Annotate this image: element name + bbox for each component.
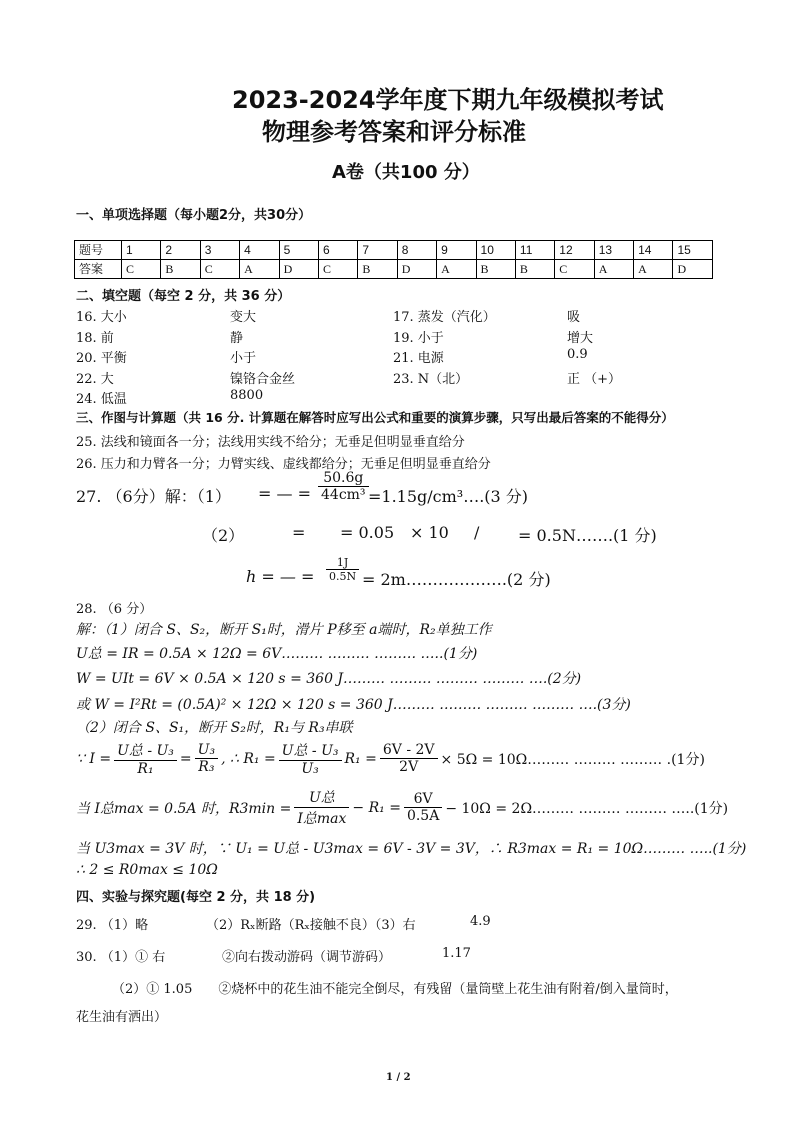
section-3-heading: 三、作图与计算题（共 16 分. 计算题在解答时应写出公式和重要的演算步骤，只写出最后答案的不能得分） xyxy=(76,410,674,425)
table-row xyxy=(75,260,713,279)
q28-l7-den2: 0.5A xyxy=(406,808,440,824)
question-number-cell: 7 xyxy=(358,241,397,260)
section-2-heading: 二、填空题（每空 2 分，共 36 分） xyxy=(76,289,291,304)
fill-answer: 23. N（北） xyxy=(393,371,469,387)
answer-cell: A xyxy=(437,260,476,279)
q25-text: 25. 法线和镜面各一分；法线用实线不给分；无垂足但明显垂直给分 xyxy=(76,435,465,450)
answer-table xyxy=(74,240,713,279)
q27-denominator: 44cm³ xyxy=(321,487,366,503)
answer-cell: B xyxy=(515,260,554,279)
section-4-heading: 四、实验与探究题(每空 2 分，共 18 分) xyxy=(76,890,316,905)
answer-cell: B xyxy=(161,260,200,279)
answer-cell: C xyxy=(318,260,357,279)
q28-line2: U总 = IR = 0.5A × 12Ω = 6V……… ……… ……… …..(1分) xyxy=(76,646,478,662)
q30-part2: ②向右拨动游码（调节游码） xyxy=(222,950,392,965)
table-row xyxy=(75,241,713,260)
q28-l6-part: ∵ I = xyxy=(76,750,112,767)
question-number-cell: 14 xyxy=(634,241,673,260)
question-number-cell: 5 xyxy=(279,241,318,260)
fill-answer: 21. 电源 xyxy=(393,351,444,366)
fill-answer: 变大 xyxy=(230,310,257,325)
q27-fraction xyxy=(318,470,369,503)
q30-line2: （2）① 1.05 ②烧杯中的花生油不能完全倒尽，有残留（量筒壁上花生油有附着/倒入量筒时， xyxy=(112,982,678,997)
q28-label: 28. （6 分） xyxy=(76,602,153,617)
q26-text: 26. 压力和力臂各一分；力臂实线、虚线都给分；无垂足但明显垂直给分 xyxy=(76,457,491,472)
answer-cell: D xyxy=(279,260,318,279)
fill-answer: 16. 大小 xyxy=(76,310,127,325)
answer-cell: C xyxy=(200,260,239,279)
question-number-cell: 8 xyxy=(397,241,436,260)
q27-eq2b: = 0.05 xyxy=(340,523,395,542)
row-label: 题号 xyxy=(75,241,122,260)
fill-answer: 静 xyxy=(230,330,244,346)
q29-part3: 4.9 xyxy=(470,914,491,929)
q27-eq3a: h = — = xyxy=(246,567,315,586)
q28-line1: 解：（1）闭合 S、S₂，断开 S₁时，滑片 P移至 a端时，R₂单独工作 xyxy=(76,622,492,638)
answer-cell: A xyxy=(634,260,673,279)
fill-answer: 正 （+） xyxy=(567,371,622,387)
question-number-cell: 12 xyxy=(555,241,594,260)
q28-line8: 当 U3max = 3V 时，∵ U₁ = U总 - U3max = 6V - 3V = 3V，∴ R3max = R₁ = 10Ω……… …..(1分) xyxy=(76,841,747,857)
section-1-heading: 一、单项选择题（每小题2分，共30分） xyxy=(76,208,312,223)
q28-l7-num1: U总 xyxy=(294,787,349,808)
q28-line3: W = UIt = 6V × 0.5A × 120 s = 360 J……… ……… ……… ……… ….(2分) xyxy=(76,671,582,687)
q28-l7-den1: I总max xyxy=(297,811,347,827)
answer-cell: C xyxy=(555,260,594,279)
q27-eq3b: = 2m……………….(2 分) xyxy=(362,570,551,589)
question-number-cell: 2 xyxy=(161,241,200,260)
answer-cell: A xyxy=(240,260,279,279)
exam-title: 2023-2024学年度下期九年级模拟考试 xyxy=(232,86,664,114)
paper-a-title: A卷（共100 分） xyxy=(332,162,480,183)
q28-l6-den1: R₁ xyxy=(137,761,154,777)
q28-line7 xyxy=(76,787,728,828)
q28-l6-num3: U总 - U₃ xyxy=(279,740,342,761)
fill-answer: 0.9 xyxy=(567,347,588,362)
fill-answer: 8800 xyxy=(230,388,264,403)
q28-l7-part: − 10Ω = 2Ω……… ……… ……… …..(1分) xyxy=(445,800,729,817)
q30-part1: 30. （1）① 右 xyxy=(76,950,166,965)
q27-eq1: = — = xyxy=(258,484,311,503)
fill-answer: 22. 大 xyxy=(76,371,114,387)
fill-answer: 小于 xyxy=(230,351,257,366)
q28-l6-part: R₁ = xyxy=(344,750,377,767)
question-number-cell: 6 xyxy=(318,241,357,260)
q30-part3: 1.17 xyxy=(442,946,471,961)
q27-numerator2: 1J xyxy=(326,556,359,570)
q28-l6-part: , ∴ R₁ = xyxy=(221,750,276,767)
q28-l6-den2: R₃ xyxy=(198,759,215,775)
q28-line9: ∴ 2 ≤ R0max ≤ 10Ω xyxy=(76,862,218,878)
q30-line3: 花生油有洒出） xyxy=(76,1010,168,1025)
q27-eq2d: / xyxy=(474,523,480,542)
q28-l7-num2: 6V xyxy=(404,791,442,808)
q28-line4: 或 W = I²Rt = (0.5A)² × 12Ω × 120 s = 360 J……… ……… ……… ……… ….(3分) xyxy=(76,697,631,713)
question-number-cell: 10 xyxy=(476,241,515,260)
q28-line5: （2）闭合 S、S₁，断开 S₂时，R₁与 R₃串联 xyxy=(76,720,353,736)
question-number-cell: 3 xyxy=(200,241,239,260)
q27-result1: =1.15g/cm³….(3 分) xyxy=(368,487,529,506)
q27-eq2e: = 0.5N…….(1 分) xyxy=(518,526,657,545)
q28-l6-part: × 5Ω = 10Ω……… ……… ……… .(1分) xyxy=(440,751,705,768)
exam-subtitle: 物理参考答案和评分标准 xyxy=(262,118,526,146)
q28-l6-den3: U₃ xyxy=(301,761,319,777)
q27-eq2a: = xyxy=(292,523,306,542)
page-number: 1 / 2 xyxy=(386,1072,411,1083)
q28-l6-num1: U总 - U₃ xyxy=(114,740,177,761)
q29-part2: （2）Rₓ断路（Rₓ接触不良）（3）右 xyxy=(206,918,416,933)
answer-cell: A xyxy=(594,260,633,279)
q28-l6-den4: 2V xyxy=(399,759,419,775)
q28-l6-num4: 6V - 2V xyxy=(380,742,438,759)
q28-line6 xyxy=(76,740,705,777)
answer-cell: B xyxy=(476,260,515,279)
q29-part1: 29. （1）略 xyxy=(76,918,149,933)
answer-cell: B xyxy=(358,260,397,279)
fill-answer: 18. 前 xyxy=(76,330,114,346)
q27-part2-label: （2） xyxy=(202,526,245,545)
question-number-cell: 4 xyxy=(240,241,279,260)
fill-answer: 镍铬合金丝 xyxy=(230,371,296,387)
fill-answer: 17. 蒸发（汽化） xyxy=(393,310,496,325)
question-number-cell: 13 xyxy=(594,241,633,260)
fill-answer: 20. 平衡 xyxy=(76,351,127,366)
question-number-cell: 15 xyxy=(673,241,713,260)
q28-l7-part: 当 I总max = 0.5A 时，R3min = xyxy=(76,800,292,817)
q27-eq2c: × 10 xyxy=(410,523,449,542)
answer-cell: D xyxy=(673,260,713,279)
q27-fraction2 xyxy=(326,556,359,583)
q27-numerator: 50.6g xyxy=(318,470,369,487)
answer-cell: D xyxy=(397,260,436,279)
fill-answer: 吸 xyxy=(567,310,581,325)
q27-label: 27. （6分）解：（1） xyxy=(76,487,231,506)
question-number-cell: 11 xyxy=(515,241,554,260)
q27-denominator2: 0.5N xyxy=(329,570,357,583)
answer-cell: C xyxy=(122,260,161,279)
question-number-cell: 9 xyxy=(437,241,476,260)
row-label: 答案 xyxy=(75,260,122,279)
fill-answer: 24. 低温 xyxy=(76,392,127,407)
q28-l6-num2: U₃ xyxy=(195,742,218,759)
fill-answer: 19. 小于 xyxy=(393,330,444,346)
fill-answer: 增大 xyxy=(567,330,594,346)
q28-l7-part: − R₁ = xyxy=(352,799,401,816)
q28-l6-part: = xyxy=(179,750,192,767)
question-number-cell: 1 xyxy=(122,241,161,260)
